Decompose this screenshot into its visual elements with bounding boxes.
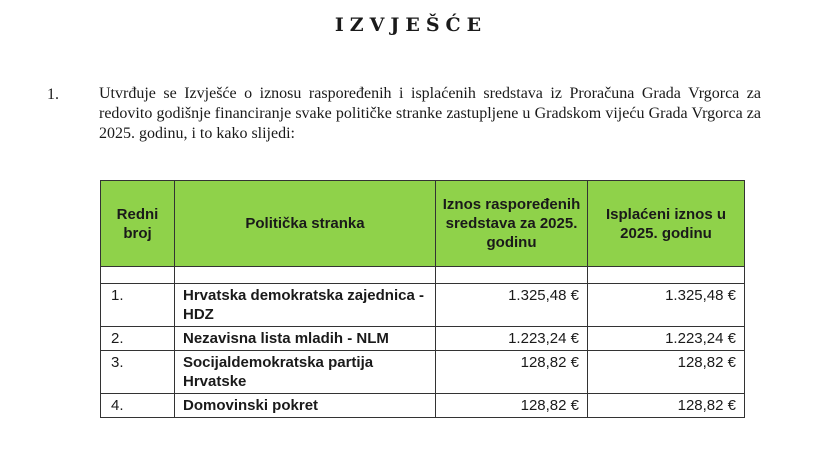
row-number: 4. xyxy=(101,394,175,418)
table-header-row xyxy=(101,181,745,267)
party-name: Domovinski pokret xyxy=(175,394,436,418)
row-number: 2. xyxy=(101,327,175,351)
table-row xyxy=(101,394,745,418)
allocated-amount: 1.223,24 € xyxy=(436,327,588,351)
table-row xyxy=(101,327,745,351)
paid-amount: 1.223,24 € xyxy=(588,327,745,351)
header-politicka-stranka: Politička stranka xyxy=(175,181,436,267)
header-isplaceni-iznos: Isplaćeni iznos u 2025. godinu xyxy=(588,181,745,267)
party-name: Socijaldemokratska partija Hrvatske xyxy=(175,351,436,394)
spacer-row xyxy=(101,267,745,284)
party-funding-table xyxy=(100,180,745,418)
item-number: 1. xyxy=(47,86,59,103)
paid-amount: 1.325,48 € xyxy=(588,284,745,327)
paid-amount: 128,82 € xyxy=(588,394,745,418)
party-name: Hrvatska demokratska zajednica - HDZ xyxy=(175,284,436,327)
paid-amount: 128,82 € xyxy=(588,351,745,394)
header-iznos-rasporedenih: Iznos raspoređenih sredstava za 2025. godinu xyxy=(436,181,588,267)
header-redni-broj: Redni broj xyxy=(101,181,175,267)
row-number: 1. xyxy=(101,284,175,327)
party-name: Nezavisna lista mladih - NLM xyxy=(175,327,436,351)
document-title: IZVJEŠĆE xyxy=(334,14,488,36)
allocated-amount: 128,82 € xyxy=(436,394,588,418)
allocated-amount: 1.325,48 € xyxy=(436,284,588,327)
row-number: 3. xyxy=(101,351,175,394)
table-row xyxy=(101,351,745,394)
item-paragraph: Utvrđuje se Izvješće o iznosu raspoređenih i isplaćenih sredstava iz Proračuna Grada Vrgorca za redovito godišnje financiranje svake političke stranke zastupljene u Gradskom vijeću Grada Vrgorca za 2025. godinu, i to kako slijedi: xyxy=(99,85,761,142)
table-row xyxy=(101,284,745,327)
allocated-amount: 128,82 € xyxy=(436,351,588,394)
